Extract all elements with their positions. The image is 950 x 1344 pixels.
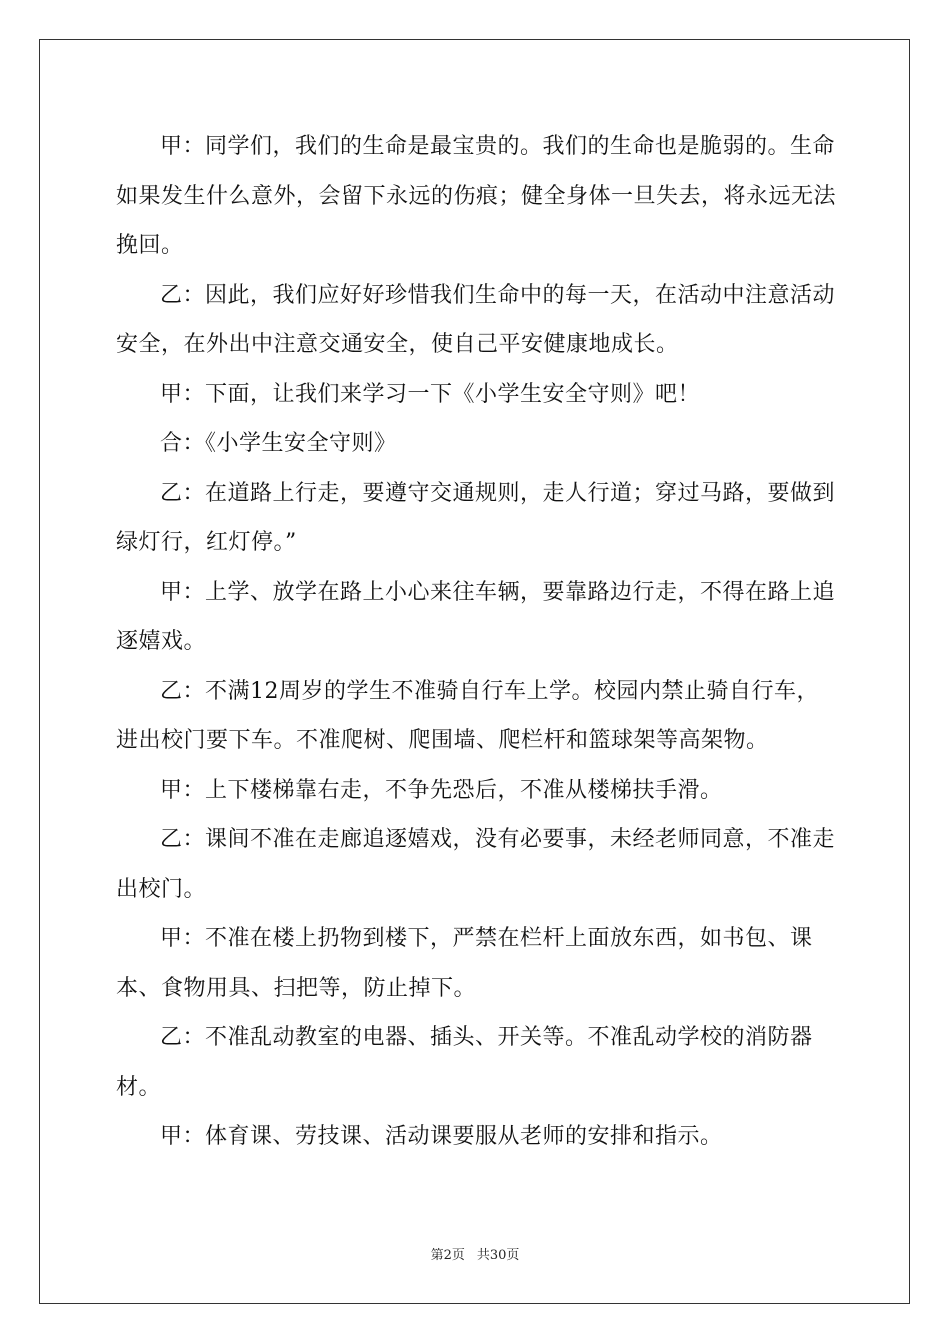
paragraph: 乙：不满12周岁的学生不准骑自行车上学。校园内禁止骑自行车，进出校门要下车。不准爬树、爬围墙、爬栏杆和篮球架等高架物。 [116, 678, 819, 753]
paragraph: 甲：下面，让我们来学习一下《小学生安全守则》吧！ [160, 381, 701, 407]
paragraph: 合：《小学生安全守则》 [160, 431, 397, 456]
page-footer [0, 1247, 950, 1265]
page-number: 第2页 [430, 1248, 465, 1263]
document-body [116, 122, 836, 1162]
paragraph: 甲：上学、放学在路上小心来往车辆，要靠路边行走，不得在路上追逐嬉戏。 [116, 579, 836, 654]
paragraph: 甲：同学们，我们的生命是最宝贵的。我们的生命也是脆弱的。生命如果发生什么意外，会留下永远的伤痕；健全身体一旦失去，将永远无法挽回。 [116, 134, 837, 258]
total-pages: 共30页 [476, 1248, 520, 1263]
paragraph: 甲：不准在楼上扔物到楼下，严禁在栏杆上面放东西，如书包、课本、食物用具、扫把等，防止掉下。 [116, 926, 813, 1001]
paragraph: 乙：不准乱动教室的电器、插头、开关等。不准乱动学校的消防器材。 [116, 1025, 813, 1100]
paragraph: 乙：课间不准在走廊追逐嬉戏，没有必要事，未经老师同意，不准走出校门。 [116, 827, 836, 902]
paragraph: 乙：因此，我们应好好珍惜我们生命中的每一天，在活动中注意活动安全，在外出中注意交通安全，使自己平安健康地成长。 [116, 282, 836, 357]
paragraph: 甲：上下楼梯靠右走，不争先恐后，不准从楼梯扶手滑。 [160, 777, 723, 803]
paragraph: 甲：体育课、劳技课、活动课要服从老师的安排和指示。 [160, 1124, 723, 1149]
paragraph: 乙：在道路上行走，要遵守交通规则，走人行道；穿过马路，要做到绿灯行，红灯停。” [116, 480, 836, 555]
